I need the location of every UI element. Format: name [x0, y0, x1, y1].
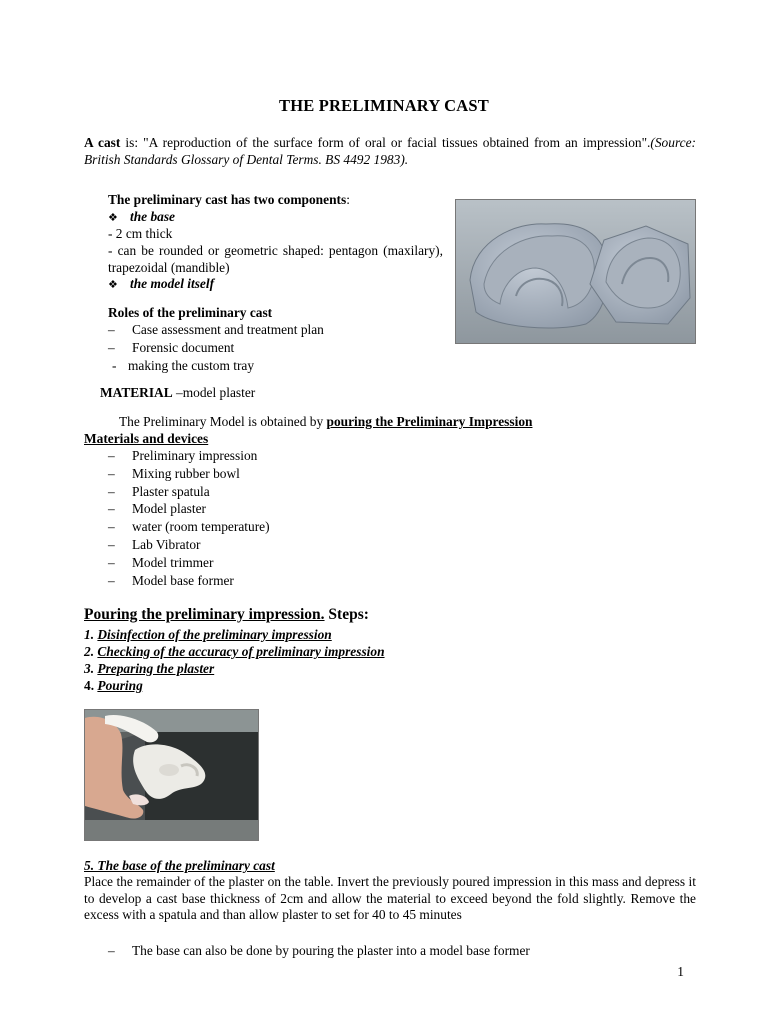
step-item	[84, 643, 385, 660]
list-item-text: Model trimmer	[132, 555, 214, 570]
dash-bullet: –	[108, 573, 115, 588]
list-item-text: Lab Vibrator	[132, 537, 201, 552]
list-item-text: water (room temperature)	[132, 519, 270, 534]
list-item	[108, 518, 270, 535]
base-shape: - can be rounded or geometric shaped: pentagon (maxilary), trapezoidal (mandible)	[108, 243, 443, 275]
list-item	[112, 357, 254, 374]
dash-bullet: –	[108, 322, 115, 337]
dash-bullet: –	[108, 466, 115, 481]
list-item-text: Mixing rubber bowl	[132, 466, 240, 481]
materials-heading: Materials and devices	[84, 431, 209, 446]
step-item	[84, 677, 143, 694]
plaster-casts-image	[456, 200, 695, 343]
component-model	[108, 275, 214, 294]
component-base-label: the base	[130, 209, 176, 224]
list-item	[108, 447, 257, 464]
pouring-photo	[84, 709, 259, 841]
steps-heading-text: Pouring the preliminary impression.	[84, 606, 325, 623]
step5-paragraph: Place the remainder of the plaster on the table. Invert the previously poured impression in this mass and depress it to develop a cast base thickness of 2cm and allow the material to exceed beyond the fold slightly. Remove the excess with a spatula and than allow plaster to set for 40 to 45 minutes	[84, 874, 696, 922]
dash-bullet: –	[108, 448, 115, 463]
step-number: 2.	[84, 644, 98, 659]
base-thickness: - 2 cm thick	[108, 226, 173, 241]
list-item	[108, 339, 234, 356]
step-item	[84, 660, 214, 677]
list-item	[108, 321, 324, 338]
dash-bullet: –	[108, 537, 115, 552]
roles-heading: Roles of the preliminary cast	[108, 305, 273, 320]
cast-definition-source: (Source: British Standards Glossary of Dental Terms. BS 4492 1983).	[84, 135, 697, 167]
list-item-text: Plaster spatula	[132, 484, 210, 499]
step-text: Pouring	[97, 678, 143, 693]
diamond-bullet-icon: ❖	[108, 212, 118, 224]
dash-bullet: –	[108, 340, 115, 355]
list-item-text: Case assessment and treatment plan	[132, 322, 324, 337]
cast-definition-text: is: "A reproduction of the surface form of oral or facial tissues obtained from an impression".	[120, 135, 651, 150]
material-label: MATERIAL	[100, 385, 173, 400]
component-model-label: the model itself	[130, 276, 215, 291]
material-line	[100, 384, 255, 401]
list-item-text: The base can also be done by pouring the plaster into a model base former	[132, 943, 530, 958]
steps-heading-suffix: Steps:	[324, 606, 369, 623]
obtained-emphasis: pouring the Preliminary Impression	[326, 414, 533, 429]
list-item	[108, 483, 210, 500]
components-heading-text: The preliminary cast has two components	[108, 192, 347, 207]
dash-bullet: –	[108, 555, 115, 570]
list-item	[108, 536, 200, 553]
components-heading	[108, 191, 350, 208]
list-item-text: Model base former	[132, 573, 234, 588]
dash-bullet: –	[108, 943, 115, 958]
step-text: Checking of the accuracy of preliminary impression	[97, 644, 385, 659]
step-number: 1.	[84, 627, 98, 642]
components-heading-colon: :	[346, 192, 350, 207]
cast-term: A cast	[84, 135, 121, 150]
cast-definition	[84, 134, 696, 168]
page-title: THE PRELIMINARY CAST	[278, 96, 489, 115]
step-text: Disinfection of the preliminary impression	[97, 627, 332, 642]
list-item	[108, 942, 530, 959]
dash-bullet: –	[108, 501, 115, 516]
step-text: Preparing the plaster	[97, 661, 215, 676]
step5-heading: 5. The base of the preliminary cast	[84, 858, 275, 873]
list-item-text: Model plaster	[132, 501, 207, 516]
plaster-casts-photo	[455, 199, 696, 344]
list-item-text: Preliminary impression	[132, 448, 258, 463]
list-item	[108, 500, 206, 517]
page-number: 1	[677, 964, 684, 979]
list-item	[108, 554, 213, 571]
obtained-text: The Preliminary Model is obtained by	[119, 414, 327, 429]
diamond-bullet-icon: ❖	[108, 279, 118, 291]
list-item-text: making the custom tray	[128, 358, 255, 373]
dash-bullet: -	[112, 358, 117, 373]
dash-bullet: –	[108, 519, 115, 534]
steps-heading	[84, 606, 369, 623]
dash-bullet: –	[108, 484, 115, 499]
list-item-text: Forensic document	[132, 340, 235, 355]
step-number: 4.	[84, 678, 98, 693]
step-item	[84, 626, 332, 643]
list-item	[108, 572, 234, 589]
material-text: –model plaster	[172, 385, 256, 400]
pouring-image	[85, 710, 258, 840]
step-number: 3.	[84, 661, 98, 676]
list-item	[108, 465, 240, 482]
obtained-line	[119, 413, 532, 430]
